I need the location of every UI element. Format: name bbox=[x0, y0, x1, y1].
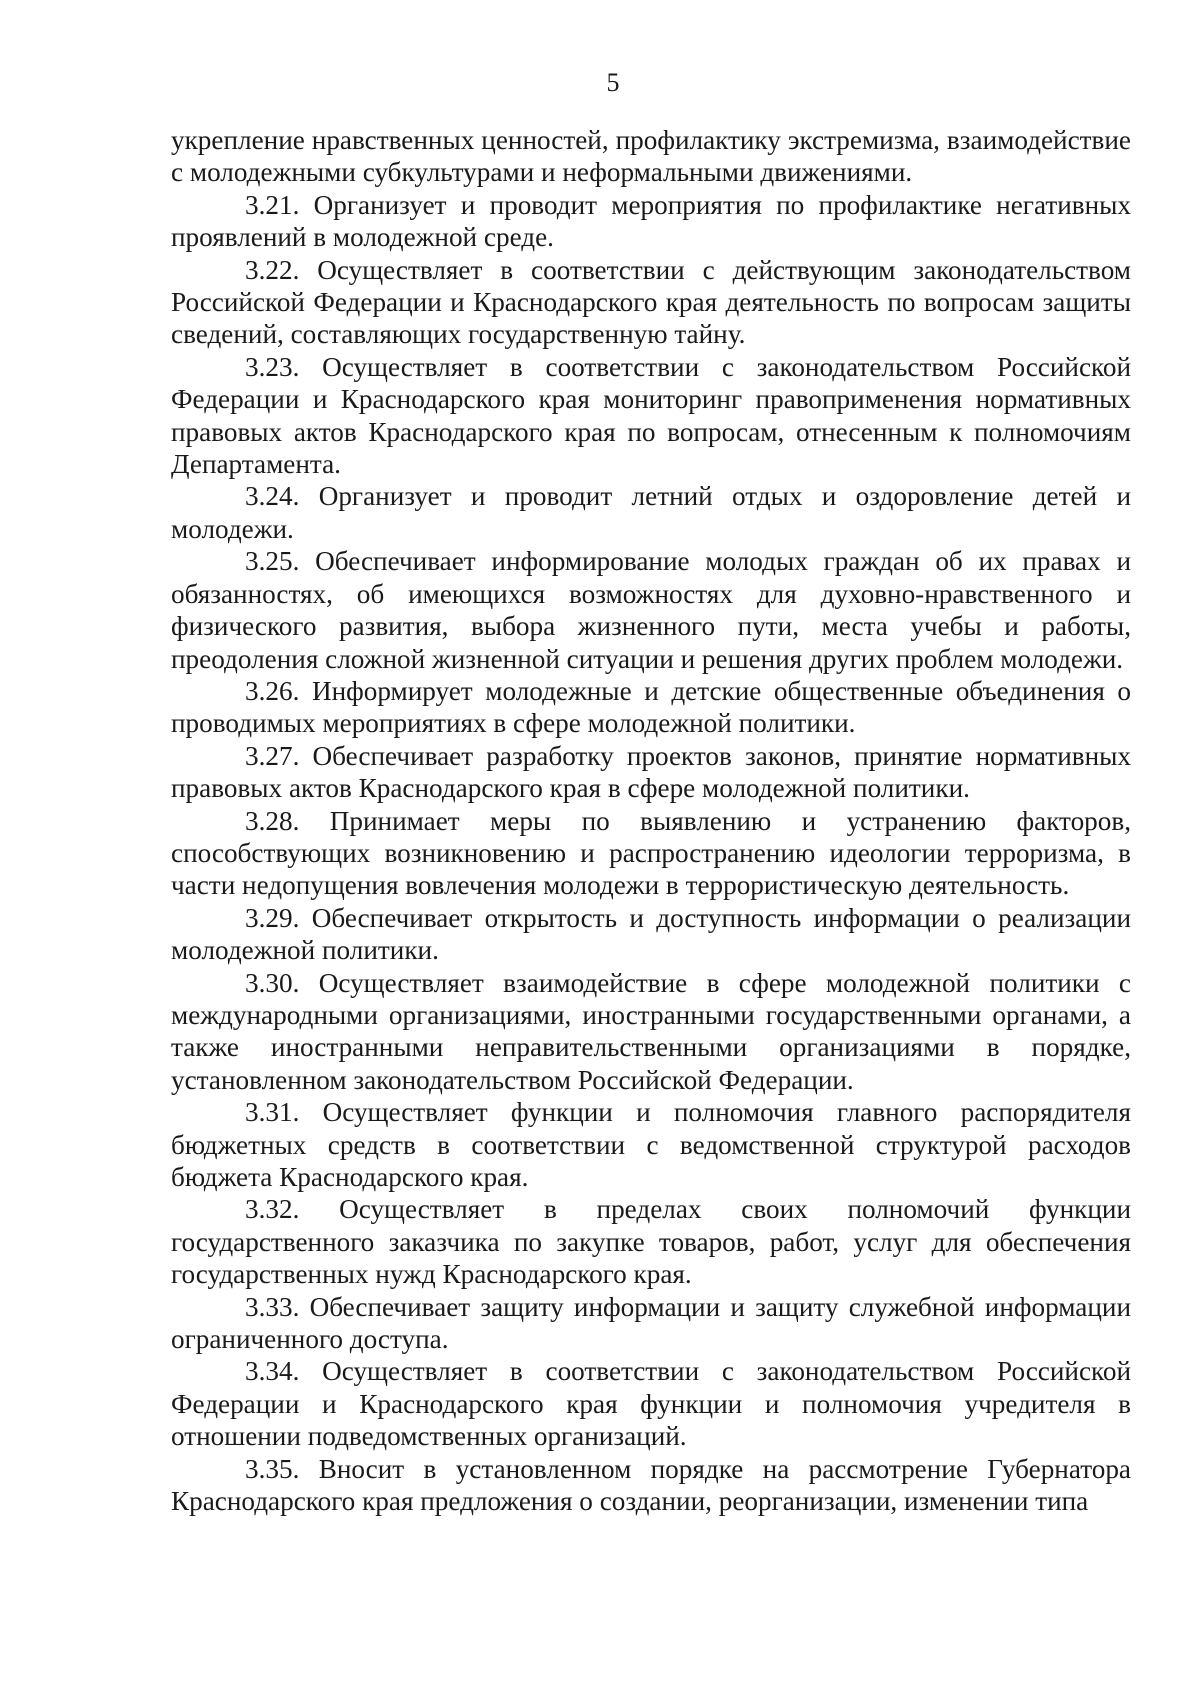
paragraph-3-24: 3.24. Организует и проводит летний отдых и оздоровление детей и молодежи. bbox=[171, 481, 1131, 544]
paragraph-continuation: укрепление нравственных ценностей, профилактику экстремизма, взаимодействие с молодежными субкультурами и неформальными движениями. bbox=[171, 125, 1131, 188]
paragraph-3-28: 3.28. Принимает меры по выявлению и устранению факторов, способствующих возникновению и распространению идеологии терроризма, в части недопущения вовлечения молодежи в террористическую деятельность. bbox=[171, 805, 1131, 901]
page-number: 5 bbox=[606, 68, 620, 97]
paragraph-3-33: 3.33. Обеспечивает защиту информации и защиту служебной информации ограниченного доступа. bbox=[171, 1291, 1131, 1355]
document-body bbox=[171, 124, 1131, 1517]
paragraph-3-29: 3.29. Обеспечивает открытость и доступность информации о реализации молодежной политики. bbox=[171, 902, 1131, 966]
paragraph-3-31: 3.31. Осуществляет функции и полномочия главного распорядителя бюджетных средств в соответствии с ведомственной структурой расходов бюджета Краснодарского края. bbox=[171, 1097, 1131, 1192]
paragraph-3-21: 3.21. Организует и проводит мероприятия по профилактике негативных проявлений в молодежной среде. bbox=[171, 189, 1131, 253]
paragraph-3-22: 3.22. Осуществляет в соответствии с действующим законодательством Российской Федерации и Краснодарского края деятельность по вопросам защиты сведений, составляющих государственную тайну. bbox=[171, 254, 1131, 350]
paragraph-3-23: 3.23. Осуществляет в соответствии с законодательством Российской Федерации и Краснодарского края мониторинг правоприменения нормативных правовых актов Краснодарского края по вопросам, отнесенным к полномочиям Департамента. bbox=[171, 351, 1131, 480]
paragraph-3-25: 3.25. Обеспечивает информирование молодых граждан об их правах и обязанностях, об имеющихся возможностях для духовно-нравственного и физического развития, выбора жизненного пути, места учебы и работы, преодоления сложной жизненной ситуации и решения других проблем молодежи. bbox=[171, 546, 1131, 674]
paragraph-3-32: 3.32. Осуществляет в пределах своих полномочий функции государственного заказчика по закупке товаров, работ, услуг для обеспечения государственных нужд Краснодарского края. bbox=[171, 1194, 1131, 1290]
paragraph-3-30: 3.30. Осуществляет взаимодействие в сфере молодежной политики с международными организациями, иностранными государственными органами, а также иностранными неправительственными организациями в порядке, установленном законодательством Российской Федерации. bbox=[171, 967, 1131, 1095]
paragraph-3-34: 3.34. Осуществляет в соответствии с законодательством Российской Федерации и Краснодарского края функции и полномочия учредителя в отношении подведомственных организаций. bbox=[171, 1356, 1131, 1452]
paragraph-3-35: 3.35. Вносит в установленном порядке на рассмотрение Губернатора Краснодарского края предложения о создании, реорганизации, изменении типа bbox=[171, 1453, 1131, 1517]
paragraph-3-26: 3.26. Информирует молодежные и детские общественные объединения о проводимых мероприятиях в сфере молодежной политики. bbox=[171, 675, 1131, 739]
paragraph-3-27: 3.27. Обеспечивает разработку проектов законов, принятие нормативных правовых актов Краснодарского края в сфере молодежной политики. bbox=[171, 740, 1131, 804]
